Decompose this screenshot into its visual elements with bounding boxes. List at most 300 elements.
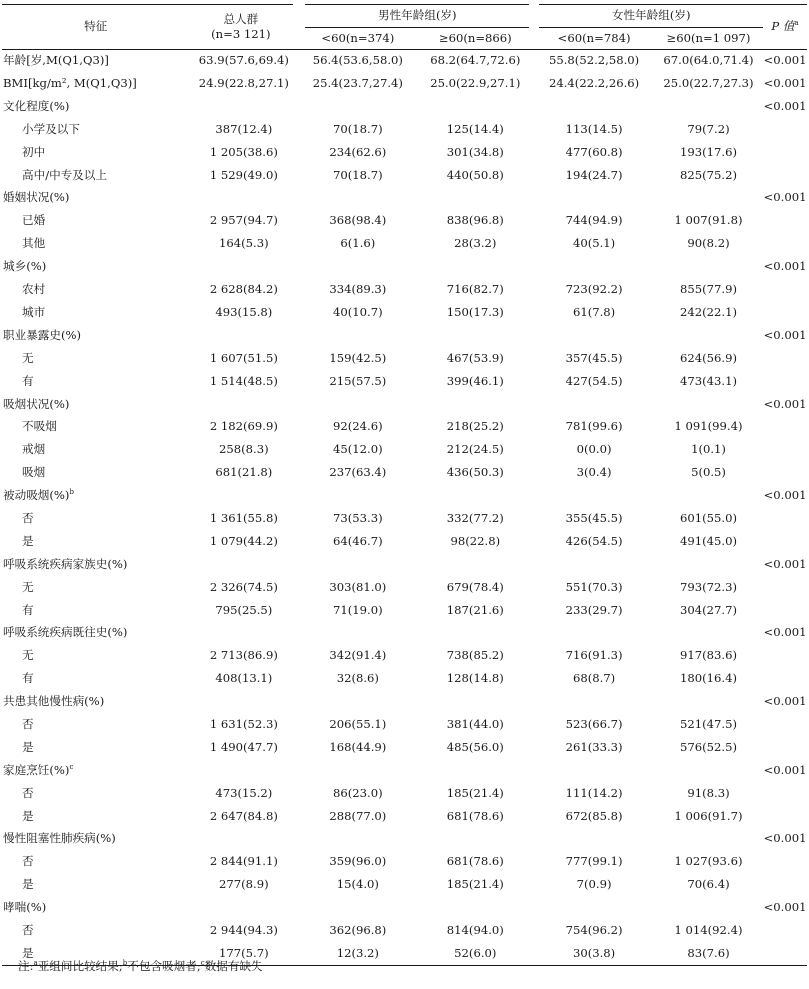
cell-value <box>299 256 416 279</box>
table-row <box>2 301 807 324</box>
row-label-text: 哮喘(%) <box>3 900 47 915</box>
row-label-text: 有 <box>22 671 34 686</box>
cell-value: 98(22.8) <box>450 533 501 548</box>
row-sublabel <box>2 370 188 393</box>
cell-value: 71(19.0) <box>333 602 383 617</box>
cell-pvalue: <0.001 <box>763 327 807 342</box>
cell-pvalue: <0.001 <box>763 625 807 640</box>
cell-value: 357(45.5) <box>565 350 623 365</box>
cell-value: 12(3.2) <box>299 942 416 965</box>
row-label-text: 是 <box>22 877 34 892</box>
row-label <box>2 187 188 210</box>
row-sublabel <box>2 118 188 141</box>
header-female-under60 <box>534 28 654 50</box>
row-label-text: BMI[kg/m², M(Q1,Q3)] <box>3 76 137 91</box>
table-row <box>2 553 807 576</box>
header-female-over60-label: ≥60(n=1 097) <box>666 30 751 45</box>
footnote-text-c: 数据有缺失 <box>204 959 263 973</box>
cell-value: 825(75.2) <box>680 167 737 182</box>
cell-value <box>534 95 654 118</box>
row-label <box>2 828 188 851</box>
header-total-label: 总人群 <box>223 11 259 26</box>
cell-value: 288(77.0) <box>329 808 387 823</box>
cell-value: 381(44.0) <box>446 716 504 731</box>
cell-value: 3(0.4) <box>576 465 612 480</box>
row-sublabel <box>2 462 188 485</box>
cell-value <box>534 622 654 645</box>
cell-pvalue: <0.001 <box>763 396 807 411</box>
row-label <box>2 324 188 347</box>
row-sublabel <box>2 668 188 691</box>
row-label-text: 是 <box>22 945 34 960</box>
cell-value: 233(29.7) <box>565 602 623 617</box>
table-row <box>2 393 807 416</box>
cell-value <box>188 393 299 416</box>
cell-pvalue: <0.001 <box>763 831 807 846</box>
cell-value: 362(96.8) <box>329 922 387 937</box>
cell-value: 1 027(93.6) <box>674 854 743 869</box>
cell-value: 5(0.5) <box>691 465 726 480</box>
table-row <box>2 233 807 256</box>
cell-value: 187(21.6) <box>446 602 504 617</box>
table-row <box>2 530 807 553</box>
cell-value: 681(78.6) <box>446 854 504 869</box>
cell-value: 25.4(23.7,27.4) <box>312 76 403 91</box>
row-label-text: 家庭烹饪(%) <box>3 762 70 777</box>
row-sublabel <box>2 805 188 828</box>
cell-value <box>416 690 534 713</box>
table-row <box>2 278 807 301</box>
cell-value: 781(99.6) <box>565 419 623 434</box>
cell-value <box>534 553 654 576</box>
table-row <box>2 164 807 187</box>
header-pvalue <box>763 5 807 50</box>
cell-value <box>416 553 534 576</box>
cell-pvalue: <0.001 <box>763 556 807 571</box>
cell-value <box>654 324 763 347</box>
cell-value: 551(70.3) <box>565 579 623 594</box>
table-row <box>2 484 807 507</box>
cell-value <box>654 553 763 576</box>
cell-value <box>416 187 534 210</box>
cell-value <box>188 256 299 279</box>
cell-value <box>299 690 416 713</box>
table-row <box>2 507 807 530</box>
cell-value: 601(55.0) <box>680 510 737 525</box>
table-row <box>2 851 807 874</box>
cell-value: 2 713(86.9) <box>209 648 278 663</box>
cell-value: 83(7.6) <box>654 942 763 965</box>
cell-value <box>188 95 299 118</box>
cell-pvalue <box>763 462 807 485</box>
cell-value: 194(24.7) <box>565 167 623 182</box>
table-row <box>2 874 807 897</box>
header-pvalue-sup: a <box>794 19 799 28</box>
row-sublabel <box>2 347 188 370</box>
row-label-text: 吸烟状况(%) <box>3 396 70 411</box>
cell-pvalue <box>763 301 807 324</box>
cell-pvalue <box>763 782 807 805</box>
row-sublabel <box>2 576 188 599</box>
table-footnote <box>18 958 263 974</box>
cell-value: 45(12.0) <box>333 442 383 457</box>
cell-value: 79(7.2) <box>687 121 730 136</box>
header-male-under60 <box>299 28 416 50</box>
header-pvalue-label: P 值 <box>771 19 795 34</box>
cell-value: 342(91.4) <box>329 648 387 663</box>
cell-value <box>299 484 416 507</box>
table-row <box>2 805 807 828</box>
header-male-group-label: 男性年龄组(岁) <box>377 8 457 23</box>
cell-value: 1 006(91.7) <box>674 808 743 823</box>
cell-value: 215(57.5) <box>329 373 387 388</box>
cell-value: 177(5.7) <box>188 942 299 965</box>
cell-pvalue <box>763 278 807 301</box>
cell-value: 168(44.9) <box>329 739 387 754</box>
cell-value: 237(63.4) <box>329 465 387 480</box>
cell-value <box>654 622 763 645</box>
cell-value: 150(17.3) <box>446 304 504 319</box>
cell-value: 917(83.6) <box>680 648 737 663</box>
cell-value: 485(56.0) <box>446 739 504 754</box>
cell-value <box>654 393 763 416</box>
cell-value <box>534 690 654 713</box>
cell-value: 185(21.4) <box>446 877 504 892</box>
cell-value: 838(96.8) <box>446 213 504 228</box>
cell-value <box>654 759 763 782</box>
cell-value: 28(3.2) <box>454 236 497 251</box>
baseline-characteristics-table <box>2 4 807 966</box>
row-label-text: 是 <box>22 739 34 754</box>
cell-value: 473(43.1) <box>680 373 737 388</box>
cell-value <box>654 690 763 713</box>
cell-value <box>534 759 654 782</box>
cell-value: 64(46.7) <box>333 533 383 548</box>
cell-value: 814(94.0) <box>446 922 504 937</box>
cell-value: 355(45.5) <box>565 510 623 525</box>
cell-value: 2 844(91.1) <box>209 854 278 869</box>
cell-pvalue <box>763 118 807 141</box>
cell-pvalue <box>763 210 807 233</box>
cell-value: 399(46.1) <box>446 373 504 388</box>
row-sublabel <box>2 301 188 324</box>
row-sublabel <box>2 645 188 668</box>
cell-pvalue: <0.001 <box>763 762 807 777</box>
cell-pvalue <box>763 370 807 393</box>
cell-value: 68(8.7) <box>572 671 616 686</box>
cell-value: 1 514(48.5) <box>209 373 278 388</box>
header-female-under60-label: <60(n=784) <box>557 30 631 45</box>
cell-value <box>654 828 763 851</box>
cell-pvalue <box>763 736 807 759</box>
cell-value <box>299 759 416 782</box>
cell-value: 427(54.5) <box>565 373 623 388</box>
cell-value: 206(55.1) <box>329 716 387 731</box>
row-label-text: 有 <box>22 602 34 617</box>
row-label-text: 有 <box>22 373 34 388</box>
cell-value <box>534 324 654 347</box>
cell-value: 716(82.7) <box>446 282 504 297</box>
header-feature <box>2 5 188 50</box>
cell-value: 777(99.1) <box>565 854 623 869</box>
cell-value: 303(81.0) <box>329 579 387 594</box>
row-label <box>2 622 188 645</box>
cell-value: 467(53.9) <box>446 350 504 365</box>
row-sublabel <box>2 233 188 256</box>
footnote-sup-a: a <box>33 959 38 968</box>
cell-value: 40(5.1) <box>572 236 616 251</box>
cell-value: 723(92.2) <box>565 282 623 297</box>
cell-value: 521(47.5) <box>680 716 737 731</box>
cell-value: 32(8.6) <box>336 671 379 686</box>
row-label-text: 被动吸烟(%) <box>3 488 70 503</box>
cell-value: 2 957(94.7) <box>209 213 278 228</box>
cell-value: 212(24.5) <box>446 442 504 457</box>
row-sublabel <box>2 782 188 805</box>
cell-pvalue <box>763 141 807 164</box>
cell-value: 218(25.2) <box>446 419 504 434</box>
cell-value <box>654 256 763 279</box>
table-row <box>2 736 807 759</box>
cell-value: 679(78.4) <box>446 579 504 594</box>
row-label <box>2 896 188 919</box>
cell-value <box>299 187 416 210</box>
cell-pvalue: <0.001 <box>763 488 807 503</box>
header-male-group <box>299 5 534 28</box>
cell-value <box>188 187 299 210</box>
cell-value: 304(27.7) <box>680 602 737 617</box>
cell-value: 7(0.9) <box>576 877 612 892</box>
cell-value: 681(21.8) <box>215 465 273 480</box>
cell-value: 793(72.3) <box>680 579 737 594</box>
cell-value: 716(91.3) <box>565 648 623 663</box>
cell-value: 86(23.0) <box>333 785 383 800</box>
row-label-text: 否 <box>22 510 34 525</box>
row-label <box>2 256 188 279</box>
row-label-text: 否 <box>22 854 34 869</box>
row-label <box>2 553 188 576</box>
cell-value <box>534 393 654 416</box>
cell-value <box>654 896 763 919</box>
cell-value: 277(8.9) <box>219 877 269 892</box>
cell-value <box>299 393 416 416</box>
cell-value: 1 079(44.2) <box>209 533 278 548</box>
table-row <box>2 347 807 370</box>
row-label-text: 无 <box>22 579 34 594</box>
cell-pvalue: <0.001 <box>763 53 807 68</box>
cell-value: 92(24.6) <box>333 419 383 434</box>
cell-value: 681(78.6) <box>446 808 504 823</box>
row-label <box>2 690 188 713</box>
cell-value <box>416 484 534 507</box>
table-row <box>2 72 807 95</box>
cell-value: 1 091(99.4) <box>674 419 743 434</box>
cell-value: 1 529(49.0) <box>209 167 278 182</box>
cell-value <box>188 622 299 645</box>
cell-value: 2 326(74.5) <box>209 579 278 594</box>
cell-value: 2 628(84.2) <box>209 282 278 297</box>
cell-pvalue: <0.001 <box>763 900 807 915</box>
cell-pvalue <box>763 645 807 668</box>
cell-value: 523(66.7) <box>565 716 623 731</box>
table-row <box>2 645 807 668</box>
row-label-footnote-mark: c <box>69 762 74 771</box>
cell-value <box>299 95 416 118</box>
cell-value: 0(0.0) <box>576 442 612 457</box>
cell-value: 1 007(91.8) <box>674 213 743 228</box>
header-male-over60-label: ≥60(n=866) <box>438 30 512 45</box>
cell-value <box>299 828 416 851</box>
cell-value <box>188 690 299 713</box>
table-row <box>2 439 807 462</box>
cell-value: 91(8.3) <box>687 785 730 800</box>
row-label-text: 职业暴露史(%) <box>3 327 82 342</box>
cell-value: 70(18.7) <box>333 167 383 182</box>
cell-value <box>654 95 763 118</box>
cell-value: 234(62.6) <box>329 144 387 159</box>
row-label-text: 否 <box>22 922 34 937</box>
row-sublabel <box>2 874 188 897</box>
row-label-footnote-mark: b <box>69 488 74 497</box>
cell-value: 24.4(22.2,26.6) <box>548 76 640 91</box>
cell-value: 1(0.1) <box>691 442 726 457</box>
cell-value: 185(21.4) <box>446 785 504 800</box>
cell-value <box>534 484 654 507</box>
cell-value: 164(5.3) <box>219 236 269 251</box>
cell-pvalue: <0.001 <box>763 190 807 205</box>
cell-pvalue <box>763 668 807 691</box>
row-sublabel <box>2 851 188 874</box>
cell-value: 672(85.8) <box>565 808 623 823</box>
row-label-text: 呼吸系统疾病家族史(%) <box>3 556 128 571</box>
row-label-text: 是 <box>22 533 34 548</box>
cell-value <box>299 896 416 919</box>
cell-value: 408(13.1) <box>215 671 273 686</box>
table-row <box>2 256 807 279</box>
row-sublabel <box>2 278 188 301</box>
cell-value: 63.9(57.6,69.4) <box>198 53 289 68</box>
table-row <box>2 828 807 851</box>
cell-value: 90(8.2) <box>687 236 730 251</box>
table-row <box>2 118 807 141</box>
row-label-text: 其他 <box>22 236 46 251</box>
cell-value: 68.2(64.7,72.6) <box>430 53 521 68</box>
row-sublabel <box>2 141 188 164</box>
row-label-text: 呼吸系统疾病既往史(%) <box>3 625 128 640</box>
row-label-text: 否 <box>22 716 34 731</box>
cell-value <box>188 553 299 576</box>
cell-pvalue <box>763 347 807 370</box>
cell-pvalue <box>763 942 807 965</box>
cell-value: 1 205(38.6) <box>209 144 278 159</box>
row-label-text: 婚姻状况(%) <box>3 190 70 205</box>
row-sublabel <box>2 210 188 233</box>
cell-value <box>299 553 416 576</box>
row-sublabel <box>2 599 188 622</box>
header-female-group <box>534 5 763 28</box>
cell-value: 24.9(22.8,27.1) <box>198 76 289 91</box>
row-label-text: 文化程度(%) <box>3 98 70 113</box>
cell-value: 359(96.0) <box>329 854 387 869</box>
cell-value <box>188 324 299 347</box>
cell-pvalue: <0.001 <box>763 76 807 91</box>
cell-value: 754(96.2) <box>565 922 623 937</box>
cell-value: 491(45.0) <box>680 533 737 548</box>
cell-value <box>299 324 416 347</box>
cell-value: 6(1.6) <box>340 236 376 251</box>
table-row <box>2 462 807 485</box>
table-row <box>2 210 807 233</box>
row-label-text: 城乡(%) <box>3 259 47 274</box>
cell-value: 193(17.6) <box>680 144 737 159</box>
cell-value: 258(8.3) <box>219 442 269 457</box>
cell-value: 2 182(69.9) <box>209 419 278 434</box>
cell-value <box>416 622 534 645</box>
row-label-text: 共患其他慢性病(%) <box>3 694 105 709</box>
cell-value: 2 647(84.8) <box>209 808 278 823</box>
header-total-n: (n=3 121) <box>211 26 271 41</box>
table-row <box>2 141 807 164</box>
row-sublabel <box>2 736 188 759</box>
row-sublabel <box>2 416 188 439</box>
row-label-text: 农村 <box>22 282 46 297</box>
cell-value: 261(33.3) <box>565 739 623 754</box>
cell-value: 30(3.8) <box>534 942 654 965</box>
cell-pvalue <box>763 164 807 187</box>
footnote-prefix: 注: <box>18 959 34 973</box>
row-sublabel <box>2 530 188 553</box>
cell-pvalue: <0.001 <box>763 259 807 274</box>
cell-value <box>534 187 654 210</box>
row-label-text: 无 <box>22 350 34 365</box>
cell-value: 61(7.8) <box>572 304 616 319</box>
cell-value: 477(60.8) <box>565 144 623 159</box>
row-label <box>2 50 188 73</box>
cell-value <box>188 484 299 507</box>
table-row <box>2 324 807 347</box>
cell-value: 113(14.5) <box>565 121 623 136</box>
cell-value: 111(14.2) <box>565 785 623 800</box>
cell-value: 1 490(47.7) <box>209 739 278 754</box>
cell-value: 70(6.4) <box>687 877 730 892</box>
cell-value <box>534 828 654 851</box>
footnote-text-a: 亚组间比较结果; <box>37 959 123 973</box>
cell-value: 440(50.8) <box>446 167 504 182</box>
cell-pvalue <box>763 576 807 599</box>
cell-value: 55.8(52.2,58.0) <box>548 53 640 68</box>
cell-value: 2 944(94.3) <box>209 922 278 937</box>
cell-value: 1 607(51.5) <box>209 350 278 365</box>
row-label <box>2 393 188 416</box>
cell-value <box>534 896 654 919</box>
cell-value: 159(42.5) <box>329 350 387 365</box>
cell-value: 744(94.9) <box>565 213 623 228</box>
row-sublabel <box>2 164 188 187</box>
row-sublabel <box>2 919 188 942</box>
row-label-text: 已婚 <box>22 213 46 228</box>
header-female-over60 <box>654 28 763 50</box>
table-row <box>2 919 807 942</box>
table-row <box>2 50 807 73</box>
cell-value: 436(50.3) <box>446 465 504 480</box>
header-row-1 <box>2 5 807 28</box>
cell-value <box>416 256 534 279</box>
cell-value: 1 014(92.4) <box>674 922 743 937</box>
row-label-text: 无 <box>22 648 34 663</box>
cell-pvalue <box>763 919 807 942</box>
table-body <box>2 50 807 966</box>
table-row <box>2 782 807 805</box>
